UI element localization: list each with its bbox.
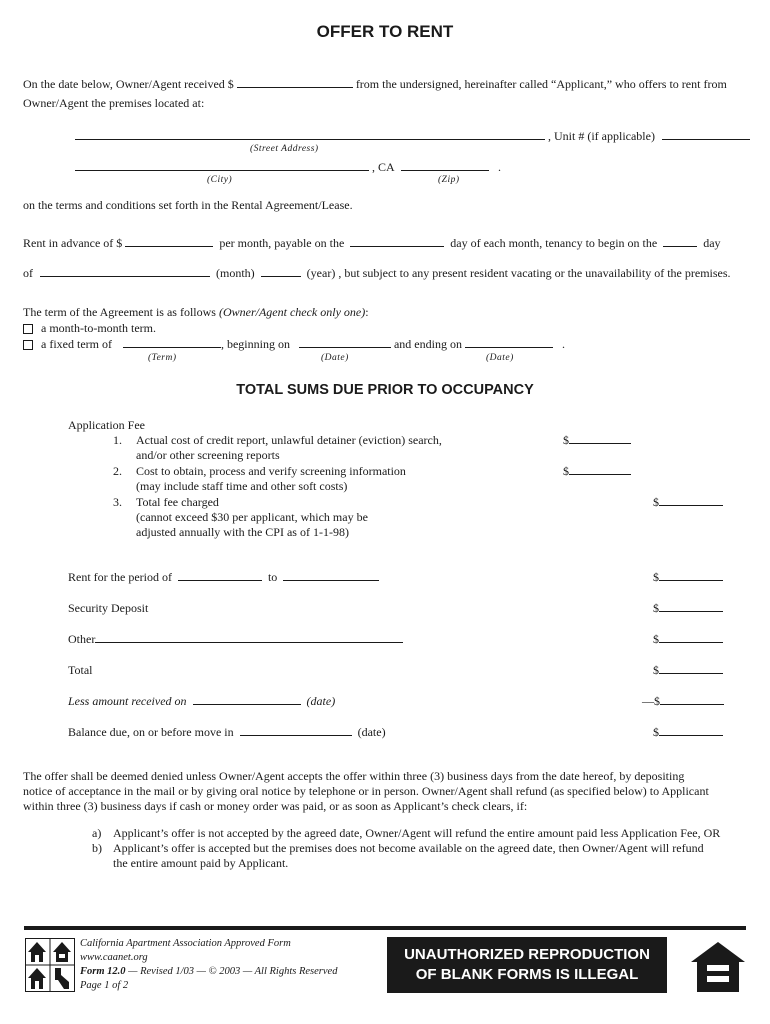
term-period: . bbox=[561, 337, 565, 351]
rent-period-amount[interactable] bbox=[653, 570, 723, 585]
warning-line-2: OF BLANK FORMS IS ILLEGAL bbox=[415, 966, 639, 983]
footer-form-line bbox=[80, 965, 337, 979]
offer-para-line-2: notice of acceptance in the mail or by giving oral notice by telephone or in person. Owner/Agent shall refund (as specified below) to Applicant bbox=[23, 784, 709, 798]
term-heading-colon: : bbox=[365, 305, 369, 319]
zip-field[interactable] bbox=[401, 160, 489, 171]
rent-line-2 bbox=[23, 266, 731, 281]
fee-item-1-dollar: $ bbox=[563, 433, 569, 447]
security-deposit-amount[interactable] bbox=[653, 601, 723, 616]
footer-revised: — Revised 1/03 — © 2003 — All Rights Reserved bbox=[125, 966, 338, 977]
month-to-month-label: a month-to-month term. bbox=[41, 321, 156, 335]
security-deposit-field[interactable] bbox=[659, 601, 723, 612]
rent-period-to: to bbox=[267, 570, 278, 584]
warning-line-1: UNAUTHORIZED REPRODUCTION bbox=[404, 946, 650, 963]
condition-b-text-2: the entire amount paid by Applicant. bbox=[113, 856, 289, 870]
balance-dollar: $ bbox=[653, 725, 659, 739]
balance-row bbox=[68, 725, 386, 740]
rent-period-start-field[interactable] bbox=[178, 570, 262, 581]
total-dollar: $ bbox=[653, 663, 659, 677]
terms-line: on the terms and conditions set forth in the Rental Agreement/Lease. bbox=[23, 198, 353, 212]
offer-para-line-1: The offer shall be deemed denied unless Owner/Agent accepts the offer within three (3) business days from the date hereof, by depositing bbox=[23, 769, 685, 783]
fee-item-3-line1: Total fee charged bbox=[136, 495, 219, 509]
fee-item-1-field[interactable] bbox=[569, 433, 631, 444]
fee-item-3-line2: (cannot exceed $30 per applicant, which may be bbox=[136, 510, 368, 524]
fee-item-1-amount[interactable] bbox=[563, 433, 631, 448]
city-row bbox=[75, 160, 501, 175]
unit-field[interactable] bbox=[662, 129, 750, 140]
fee-item-3-line3: adjusted annually with the CPI as of 1-1-98) bbox=[136, 525, 349, 539]
rent-month: (month) bbox=[216, 266, 255, 280]
fixed-term-label: a fixed term of bbox=[41, 337, 112, 351]
city-field[interactable] bbox=[75, 160, 369, 171]
zip-caption: (Zip) bbox=[438, 175, 460, 185]
fixed-term-field[interactable] bbox=[123, 337, 221, 348]
fee-item-3-field[interactable] bbox=[659, 495, 723, 506]
end-date-caption: (Date) bbox=[486, 353, 514, 363]
fee-item-2-line2: (may include staff time and other soft costs) bbox=[136, 479, 348, 493]
footer-form-number: Form 12.0 bbox=[80, 966, 126, 977]
rent-period-amount-field[interactable] bbox=[659, 570, 723, 581]
begin-date-caption: (Date) bbox=[321, 353, 349, 363]
balance-amount[interactable] bbox=[653, 725, 723, 740]
month-to-month-checkbox[interactable] bbox=[23, 324, 33, 334]
fee-item-2-num: 2. bbox=[113, 464, 122, 478]
less-date-label: (date) bbox=[306, 694, 336, 708]
fee-item-2-field[interactable] bbox=[569, 464, 631, 475]
rent-period-dollar: $ bbox=[653, 570, 659, 584]
other-label: Other bbox=[68, 632, 96, 646]
rent-prefix: Rent in advance of $ bbox=[23, 236, 123, 250]
caa-logo-icon bbox=[25, 938, 75, 992]
balance-date-label: (date) bbox=[357, 725, 386, 739]
less-date-field[interactable] bbox=[193, 694, 301, 705]
intro-suffix: from the undersigned, hereinafter called “Applicant,” who offers to rent from bbox=[355, 77, 727, 91]
footer-text bbox=[80, 937, 337, 993]
condition-a-text: Applicant’s offer is not accepted by the agreed date, Owner/Agent will refund the entire amount paid less Application Fee, OR bbox=[113, 826, 721, 840]
city-caption: (City) bbox=[207, 175, 233, 185]
payable-day-field[interactable] bbox=[350, 236, 444, 247]
page-title: OFFER TO RENT bbox=[316, 22, 454, 41]
end-date-field[interactable] bbox=[465, 337, 553, 348]
footer-approved: California Apartment Association Approved Form bbox=[80, 938, 291, 949]
term-heading-note: (Owner/Agent check only one) bbox=[218, 305, 366, 319]
and-ending: and ending on bbox=[393, 337, 462, 351]
total-label: Total bbox=[68, 663, 93, 677]
less-row bbox=[68, 694, 335, 709]
fee-item-2-amount[interactable] bbox=[563, 464, 631, 479]
fee-item-3-amount[interactable] bbox=[653, 495, 723, 510]
less-amount[interactable] bbox=[642, 694, 724, 709]
application-fee-label: Application Fee bbox=[68, 418, 145, 432]
fee-item-2-dollar: $ bbox=[563, 464, 569, 478]
footer-rule bbox=[24, 926, 746, 930]
fee-item-3-num: 3. bbox=[113, 495, 122, 509]
other-description-field[interactable] bbox=[95, 632, 403, 643]
rent-period-label: Rent for the period of bbox=[68, 570, 172, 584]
rent-line bbox=[23, 236, 721, 251]
other-row bbox=[68, 632, 403, 647]
intro-prefix: On the date below, Owner/Agent received $ bbox=[23, 77, 234, 91]
security-deposit-label: Security Deposit bbox=[68, 601, 149, 615]
fee-item-1-line2: and/or other screening reports bbox=[136, 448, 280, 462]
rent-day-of-each: day of each month, tenancy to begin on the bbox=[450, 236, 658, 250]
begin-date-field[interactable] bbox=[299, 337, 391, 348]
fee-item-1-num: 1. bbox=[113, 433, 122, 447]
offer-para-line-3: within three (3) business days if cash or money order was paid, or as soon as Applicant’s check clears, if: bbox=[23, 799, 528, 813]
term-heading bbox=[23, 305, 369, 320]
rent-per-month: per month, payable on the bbox=[219, 236, 345, 250]
amount-received-field[interactable] bbox=[237, 77, 353, 88]
term-option-fixed[interactable] bbox=[23, 337, 565, 352]
tenancy-year-field[interactable] bbox=[261, 266, 301, 277]
term-caption: (Term) bbox=[148, 353, 177, 363]
term-heading-text: The term of the Agreement is as follows bbox=[23, 305, 216, 319]
rent-period-end-field[interactable] bbox=[283, 570, 379, 581]
footer-website[interactable]: www.caanet.org bbox=[80, 952, 148, 963]
street-address-field[interactable] bbox=[75, 129, 545, 140]
fee-item-3-dollar: $ bbox=[653, 495, 659, 509]
tenancy-begin-day-field[interactable] bbox=[663, 236, 697, 247]
balance-amount-field[interactable] bbox=[659, 725, 723, 736]
sums-heading: TOTAL SUMS DUE PRIOR TO OCCUPANCY bbox=[236, 382, 534, 398]
condition-a-letter: a) bbox=[92, 826, 102, 840]
rent-period-row bbox=[68, 570, 379, 585]
condition-b-text: Applicant’s offer is accepted but the premises does not become available on the agreed date, then Owner/Agent will refund bbox=[113, 841, 704, 855]
balance-label: Balance due, on or before move in bbox=[68, 725, 234, 739]
balance-date-field[interactable] bbox=[240, 725, 352, 736]
rent-of: of bbox=[23, 266, 33, 280]
less-amount-field[interactable] bbox=[660, 694, 724, 705]
less-dollar: —$ bbox=[642, 694, 660, 708]
other-dollar: $ bbox=[653, 632, 659, 646]
intro-line-2: Owner/Agent the premises located at: bbox=[23, 96, 205, 110]
street-address-row bbox=[75, 129, 750, 144]
other-amount-field[interactable] bbox=[659, 632, 723, 643]
equal-housing-opportunity-icon bbox=[689, 940, 747, 994]
ca-label: , CA bbox=[372, 160, 395, 174]
term-option-month-to-month[interactable] bbox=[23, 321, 156, 336]
rent-amount-field[interactable] bbox=[125, 236, 213, 247]
total-amount[interactable] bbox=[653, 663, 723, 678]
condition-b-letter: b) bbox=[92, 841, 102, 855]
intro-line-1 bbox=[23, 77, 727, 92]
unit-label: , Unit # (if applicable) bbox=[548, 129, 655, 143]
tenancy-month-field[interactable] bbox=[40, 266, 210, 277]
total-amount-field[interactable] bbox=[659, 663, 723, 674]
footer-page: Page 1 of 2 bbox=[80, 980, 129, 991]
rent-day: day bbox=[703, 236, 721, 250]
street-caption: (Street Address) bbox=[250, 144, 319, 154]
fee-item-1-line1: Actual cost of credit report, unlawful detainer (eviction) search, bbox=[136, 433, 442, 447]
other-amount[interactable] bbox=[653, 632, 723, 647]
security-dollar: $ bbox=[653, 601, 659, 615]
unauthorized-reproduction-banner bbox=[387, 937, 667, 993]
comma-beginning: , beginning on bbox=[220, 337, 290, 351]
less-label: Less amount received on bbox=[68, 694, 187, 708]
rent-year-rest: (year) , but subject to any present resident vacating or the unavailability of the premises. bbox=[306, 266, 731, 280]
fee-item-2-line1: Cost to obtain, process and verify screening information bbox=[136, 464, 406, 478]
fixed-term-checkbox[interactable] bbox=[23, 340, 33, 350]
city-period: . bbox=[498, 160, 502, 174]
